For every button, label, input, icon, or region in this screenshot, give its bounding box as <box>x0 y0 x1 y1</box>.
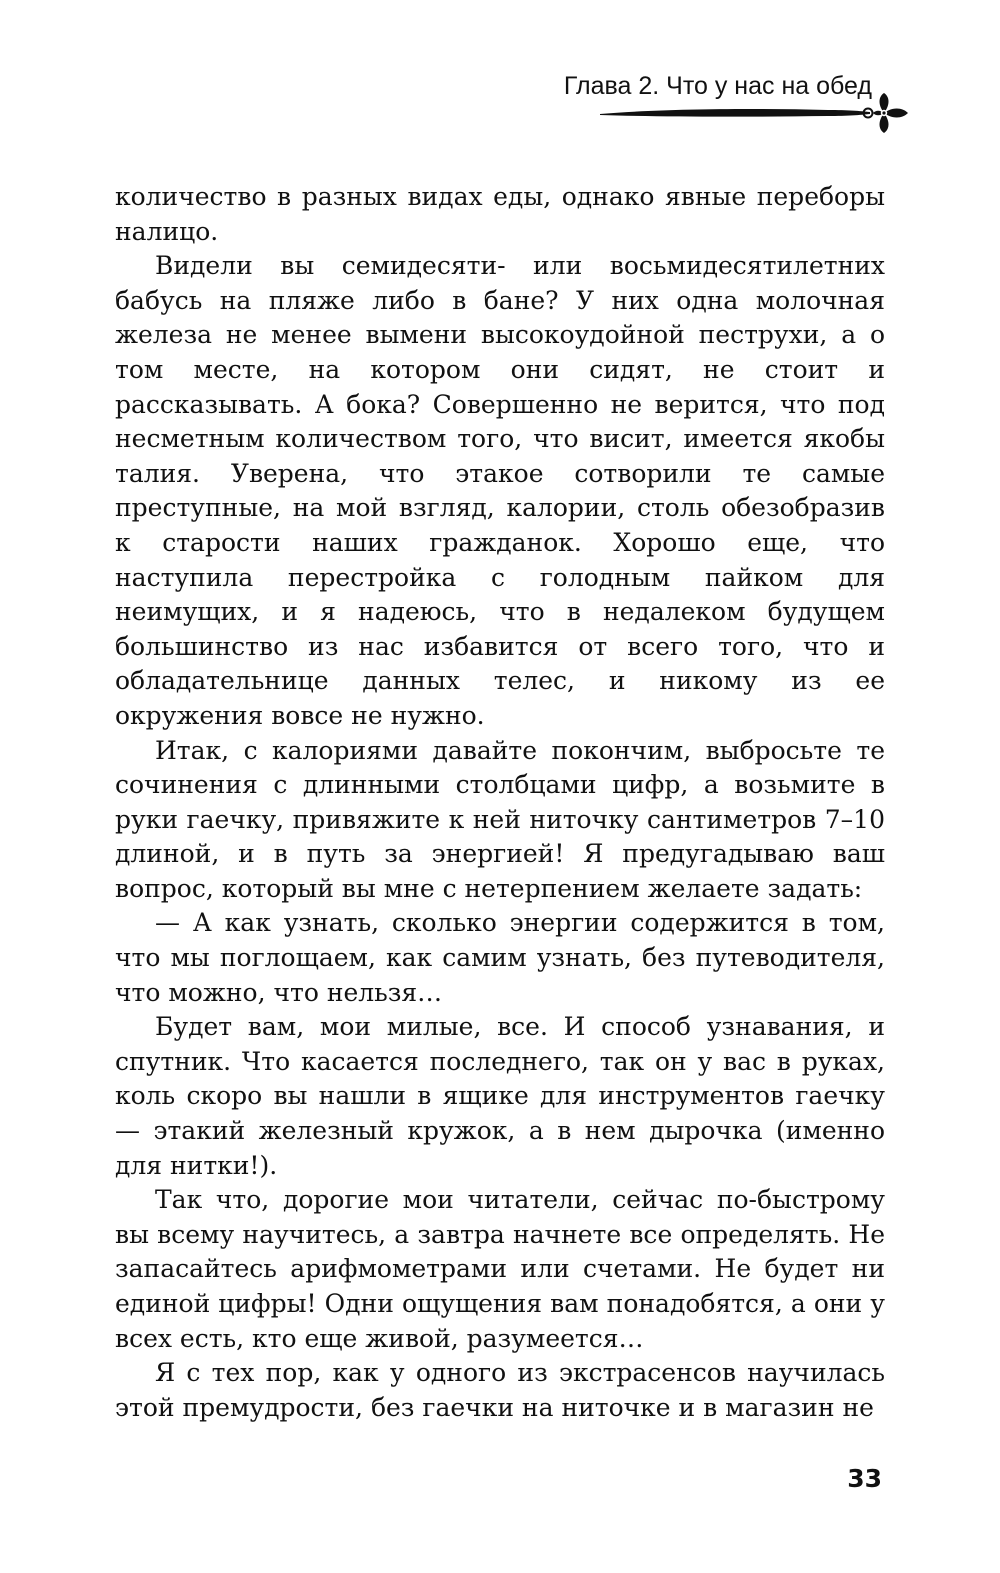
paragraph: Итак, с калориями давайте покончим, выбросьте те сочинения с длинными столбцами цифр, а возьмите в руки гаечку, привяжите к ней ниточку сантиметров 7–10 длиной, и в путь за энергией! Я предугадываю ваш вопрос, который вы мне с нетерпением желаете задать: <box>115 735 885 903</box>
body-text <box>115 180 885 1425</box>
paragraph: — А как узнать, сколько энергии содержится в том, что мы поглощаем, как самим узнать, без путеводителя, что можно, что нельзя… <box>115 908 885 1007</box>
fleuron-ornament-icon <box>598 92 918 142</box>
paragraph: Будет вам, мои милые, все. И способ узнавания, и спутник. Что касается последнего, так он у вас в руках, коль скоро вы нашли в ящике для инструментов гаечку — этакий железный кружок, а в нем дырочка (именно для нитки!). <box>115 1012 885 1180</box>
paragraph: Видели вы семидесяти- или восьмидесятилетних бабусь на пляже либо в бане? У них одна молочная железа не менее вымени высокоудойной пеструхи, а о том месте, на котором они сидят, не стоит и рассказывать. А бока? Совершенно не верится, что под несметным количеством того, что висит, имеется якобы талия. Уверена, что этакое сотворили те самые преступные, на мой взгляд, калории, столь обезобразив к старости наших гражданок. Хорошо еще, что наступила перестройка с голодным пайком для неимущих, и я надеюсь, что в недалеком будущем большинство из нас избавится от всего того, что и обладательнице данных телес, и никому из ее окружения вовсе не нужно. <box>115 251 885 730</box>
paragraph: Так что, дорогие мои читатели, сейчас по-быстрому вы всему научитесь, а завтра начнете все определять. Не запасайтесь арифмометрами или счетами. Не будет ни единой цифры! Одни ощущения вам понадобятся, а они у всех есть, кто еще живой, разумеется… <box>115 1185 885 1353</box>
running-header: Глава 2. Что у нас на обед <box>563 72 872 100</box>
paragraph: количество в разных видах еды, однако явные переборы налицо. <box>115 182 885 246</box>
page-number: 33 <box>847 1464 882 1493</box>
paragraph: Я с тех пор, как у одного из экстрасенсов научилась этой премудрости, без гаечки на ниточке и в магазин не <box>115 1358 885 1422</box>
